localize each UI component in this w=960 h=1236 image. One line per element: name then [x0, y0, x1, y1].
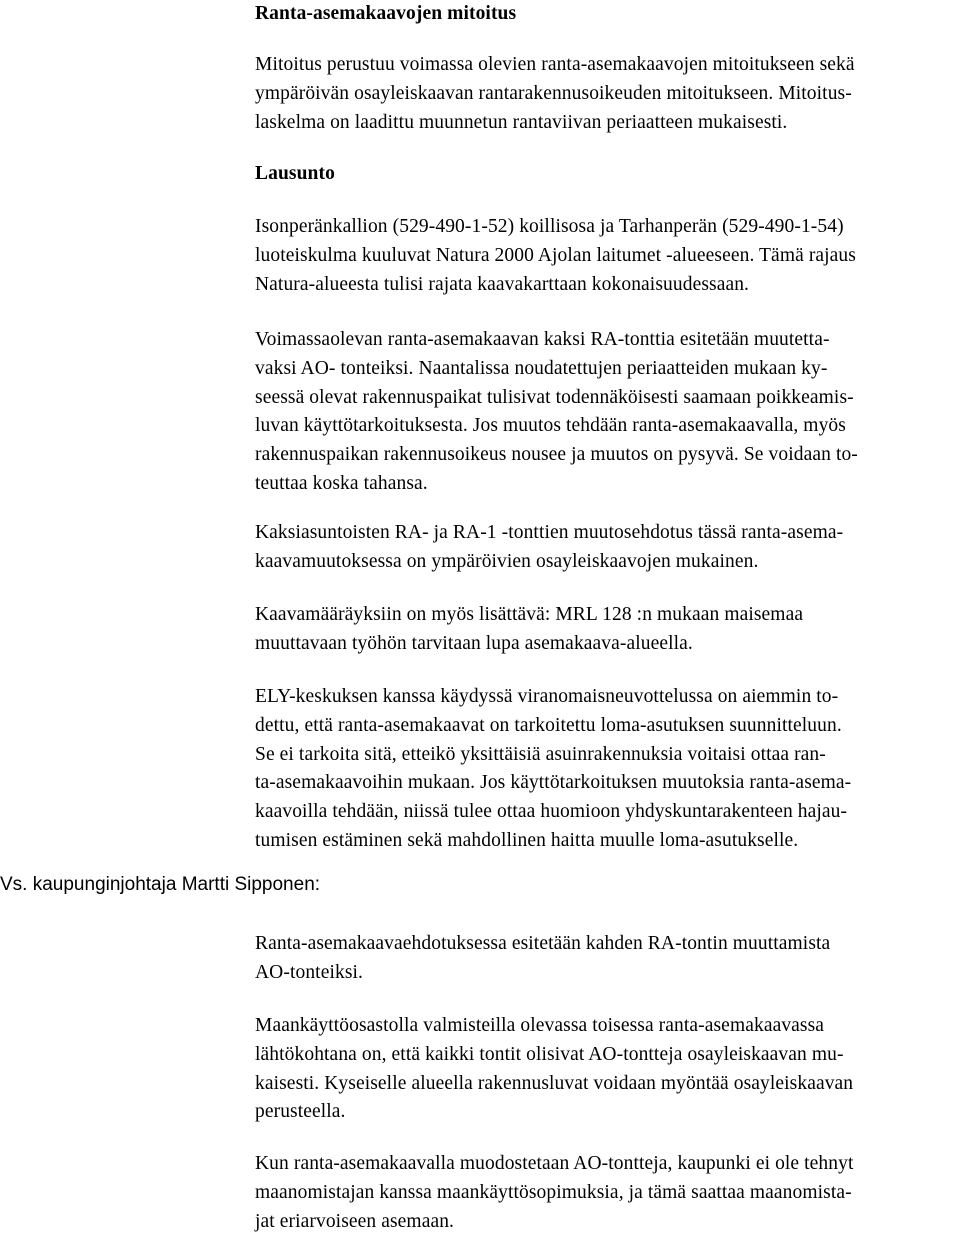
text-line: laskelma on laadittu muunnetun rantaviivan periaatteen mukaisesti.	[255, 111, 788, 133]
text-line: maanomistajan kanssa maankäyttösopimuksia, ja tämä saattaa maanomista-	[255, 1181, 852, 1203]
text-line: muuttavaan työhön tarvitaan lupa asemakaava-alueella.	[255, 632, 693, 654]
text-line: luoteiskulma kuuluvat Natura 2000 Ajolan laitumet -alueeseen. Tämä rajaus	[255, 244, 856, 266]
heading-text: Ranta-asemakaavojen mitoitus	[255, 3, 517, 24]
text-line: tumisen estäminen sekä mahdollinen haitta muulle loma-asutukselle.	[255, 829, 799, 851]
text-line: ELY-keskuksen kanssa käydyssä viranomaisneuvottelussa on aiemmin to-	[255, 686, 839, 707]
text-line: Ranta-asemakaavaehdotuksessa esitetään kahden RA-tontin muuttamista	[255, 933, 831, 954]
text-line: Se ei tarkoita sitä, etteikö yksittäisiä asuinrakennuksia voitaisi ottaa ran-	[255, 743, 826, 765]
text-line: seessä olevat rakennuspaikat tulisivat todennäköisesti saamaan poikkeamis-	[255, 386, 854, 408]
text-line: lähtökohtana on, että kaikki tontit olisivat AO-tontteja osayleiskaavan mu-	[255, 1043, 844, 1065]
text-line: Maankäyttöosastolla valmisteilla olevassa toisessa ranta-asemakaavassa	[255, 1015, 825, 1036]
speaker-label: Vs. kaupunginjohtaja Martti Sipponen:	[0, 874, 321, 895]
paragraph-kaksiasuntoiset	[255, 519, 960, 577]
text-line: teuttaa koska tahansa.	[255, 472, 428, 494]
text-line: Mitoitus perustuu voimassa olevien ranta-asemakaavojen mitoitukseen sekä	[255, 54, 855, 75]
text-line: Natura-alueesta tulisi rajata kaavakarttaan kokonaisuudessaan.	[255, 273, 750, 295]
text-line: Kaavamääräyksiin on myös lisättävä: MRL 128 :n mukaan maisemaa	[255, 604, 804, 625]
text-line: Voimassaolevan ranta-asemakaavan kaksi RA-tonttia esitetään muutetta-	[255, 329, 830, 350]
text-line: Kun ranta-asemakaavalla muodostetaan AO-tontteja, kaupunki ei ole tehnyt	[255, 1153, 854, 1174]
paragraph-natura	[255, 213, 960, 299]
text-line: ta-asemakaavoihin mukaan. Jos käyttötarkoituksen muutoksia ranta-asema-	[255, 772, 852, 794]
text-line: dettu, että ranta-asemakaavat on tarkoitettu loma-asutuksen suunnitteluun.	[255, 714, 842, 736]
text-line: kaavoilla tehdään, niissä tulee ottaa huomioon yhdyskuntarakenteen hajau-	[255, 801, 848, 823]
text-line: kaavamuutoksessa on ympäröivien osayleiskaavojen mukainen.	[255, 550, 759, 572]
text-line: rakennuspaikan rakennusoikeus nousee ja muutos on pysyvä. Se voidaan to-	[255, 444, 858, 466]
section-heading-mitoitus	[255, 0, 960, 29]
text-line: Isonperänkallion (529-490-1-52) koillisosa ja Tarhanperän (529-490-1-54)	[255, 216, 844, 237]
paragraph-response-ao-tontit	[255, 1150, 960, 1236]
text-line: perusteella.	[255, 1101, 346, 1123]
heading-text: Lausunto	[255, 163, 335, 184]
paragraph-mitoitus	[255, 51, 960, 137]
paragraph-response-maankaytto	[255, 1012, 960, 1127]
paragraph-kaavamaaraykset	[255, 601, 960, 659]
paragraph-response-ra-muutos	[255, 930, 960, 988]
text-line: kaisesti. Kyseiselle alueella rakennusluvat voidaan myöntää osayleiskaavan	[255, 1072, 854, 1094]
section-heading-lausunto	[255, 160, 960, 189]
paragraph-ely-keskus	[255, 683, 960, 856]
text-line: luvan käyttötarkoituksesta. Jos muutos tehdään ranta-asemakaavalla, myös	[255, 415, 846, 437]
text-line: vaksi AO- tonteiksi. Naantalissa noudatettujen periaatteiden mukaan ky-	[255, 357, 828, 379]
paragraph-ra-tontit	[255, 326, 960, 499]
text-line: AO-tonteiksi.	[255, 961, 363, 983]
text-line: jat eriarvoiseen asemaan.	[255, 1210, 455, 1232]
text-line: Kaksiasuntoisten RA- ja RA-1 -tonttien muutosehdotus tässä ranta-asema-	[255, 522, 844, 543]
text-line: ympäröivän osayleiskaavan rantarakennusoikeuden mitoitukseen. Mitoitus-	[255, 82, 852, 104]
